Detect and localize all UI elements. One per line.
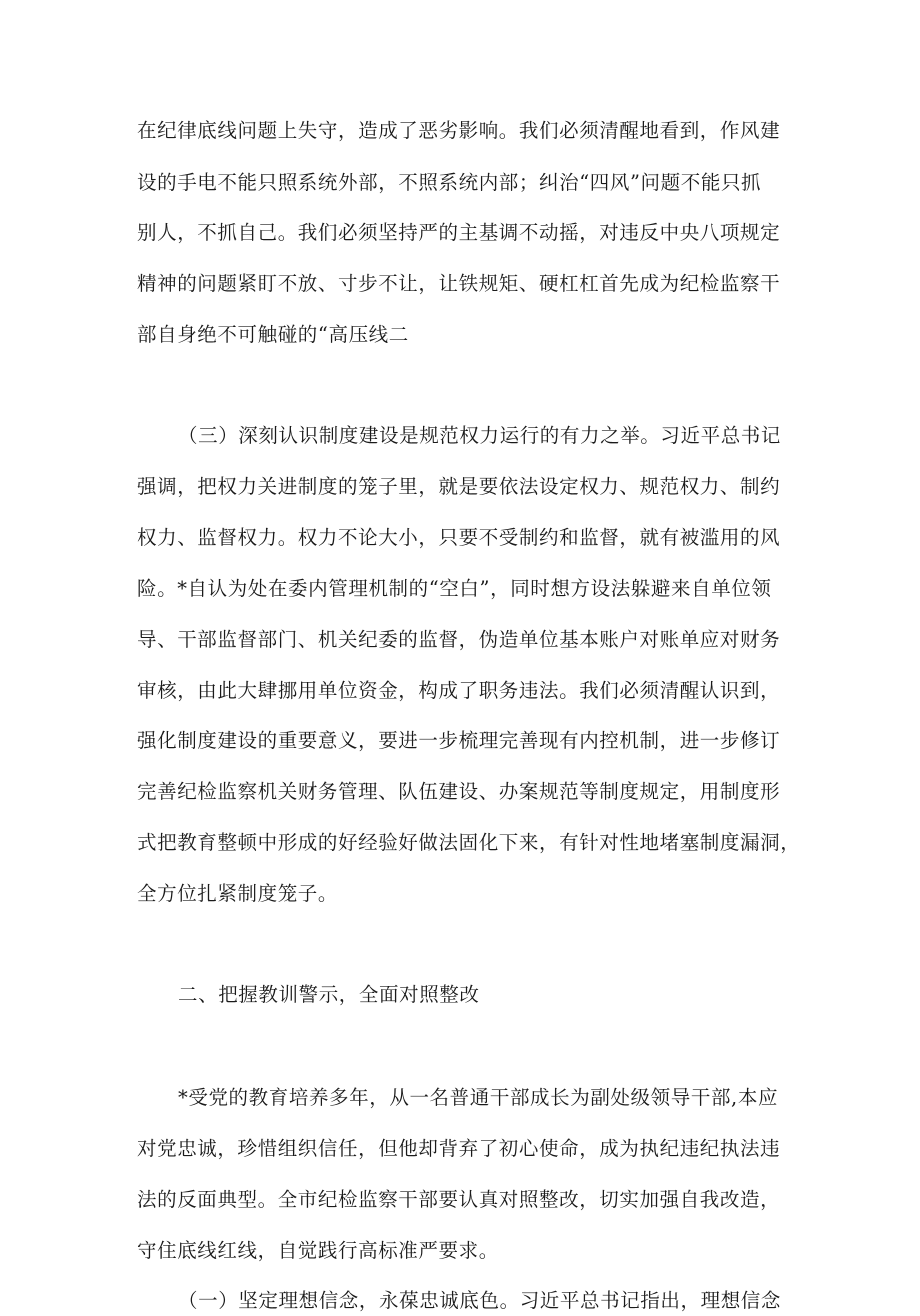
- paragraph-3-line-1: *受党的教育培养多年，从一名普通干部成长为副处级领导干部,本应: [178, 1086, 779, 1109]
- paragraph-2-line-7: 强化制度建设的重要意义，要进一步梳理完善现有内控机制，进一步修订: [137, 729, 781, 752]
- paragraph-3-line-3: 法的反面典型。全市纪检监察干部要认真对照整改，切实加强自我改造，: [137, 1188, 781, 1211]
- paragraph-2-line-1: （三）深刻认识制度建设是规范权力运行的有力之举。习近平总书记: [178, 424, 782, 447]
- paragraph-1-line-5: 部自身绝不可触碰的“高压线二: [137, 323, 409, 346]
- paragraph-2-line-9: 式把教育整顿中形成的好经验好做法固化下来，有针对性地堵塞制度漏洞，: [137, 831, 801, 854]
- paragraph-1-line-1: 在纪律底线问题上失守，造成了恶劣影响。我们必须清醒地看到，作风建: [137, 119, 781, 142]
- paragraph-2-line-3: 权力、监督权力。权力不论大小，只要不受制约和监督，就有被滥用的风: [137, 526, 781, 549]
- paragraph-4-line-1: （一）坚定理想信念，永葆忠诚底色。习近平总书记指出，理想信念: [178, 1289, 782, 1312]
- paragraph-3-line-2: 对党忠诚，珍惜组织信任，但他却背弃了初心使命，成为执纪违纪执法违: [137, 1137, 781, 1160]
- paragraph-2-line-5: 导、干部监督部门、机关纪委的监督，伪造单位基本账户对账单应对财务: [137, 628, 781, 651]
- paragraph-2-line-2: 强调，把权力关进制度的笼子里，就是要依法设定权力、规范权力、制约: [137, 475, 781, 498]
- paragraph-1-line-4: 精神的问题紧盯不放、寸步不让，让铁规矩、硬杠杠首先成为纪检监察干: [137, 272, 781, 295]
- paragraph-1-line-2: 设的手电不能只照系统外部，不照系统内部；纠治“四风”问题不能只抓: [137, 171, 762, 194]
- paragraph-2-line-8: 完善纪检监察机关财务管理、队伍建设、办案规范等制度规定，用制度形: [137, 780, 781, 803]
- paragraph-2-line-6: 审核，由此大肆挪用单位资金，构成了职务违法。我们必须清醒认识到，: [137, 679, 781, 702]
- section-heading-2: 二、把握教训警示，全面对照整改: [178, 983, 480, 1006]
- paragraph-3-line-4: 守住底线红线，自觉践行高标准严要求。: [137, 1239, 499, 1262]
- paragraph-2-line-10: 全方位扎紧制度笼子。: [137, 882, 339, 905]
- paragraph-1-line-3: 别人，不抓自己。我们必须坚持严的主基调不动摇，对违反中央八项规定: [137, 221, 781, 244]
- paragraph-2-line-4: 险。*自认为处在委内管理机制的“空白”，同时想方设法躲避来自单位领: [137, 577, 772, 600]
